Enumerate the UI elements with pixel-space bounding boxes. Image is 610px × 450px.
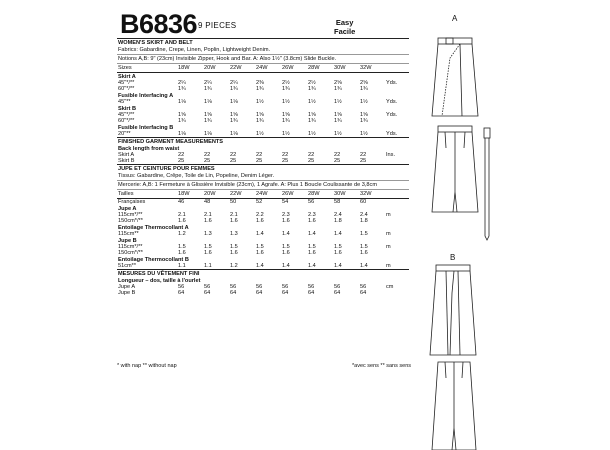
- row-value: 2½: [308, 80, 316, 86]
- row-value: 1.6: [256, 250, 264, 256]
- row-value: 56: [282, 284, 289, 290]
- row-value: 1¾: [282, 118, 290, 124]
- finished-title: [117, 138, 409, 146]
- row-value: 1¾: [256, 86, 264, 92]
- row-value: 1½: [256, 99, 264, 105]
- belt-buckle: [446, 38, 453, 44]
- row-value: 1¾: [360, 86, 368, 92]
- jupe-b-heading-text: Jupe B: [118, 238, 137, 244]
- row-unit: Yds.: [386, 131, 398, 137]
- size-value: 26W: [281, 190, 307, 199]
- jupe-b-heading: [117, 237, 409, 244]
- row-label: Jupe A: [118, 284, 136, 290]
- footnote-french: *avec sens ** sans sens: [352, 363, 412, 369]
- blank: [385, 64, 409, 73]
- size-value: 54: [282, 199, 289, 205]
- row-value: 64: [178, 290, 185, 296]
- row-value: 2.3: [282, 212, 290, 218]
- row-value: 22: [360, 152, 367, 158]
- row-value: 1¾: [334, 86, 342, 92]
- row-value: 2⅝: [360, 80, 368, 86]
- size-value: 28W: [307, 64, 333, 73]
- row-value: 22: [204, 152, 211, 158]
- fusible-b-heading-text: Fusible Interfacing B: [118, 125, 174, 131]
- row-value: 1.3: [230, 231, 238, 237]
- row-value: 64: [334, 290, 341, 296]
- skirt-a-heading: [117, 73, 409, 81]
- row-value: 1¾: [308, 86, 316, 92]
- back-length-heading: [117, 145, 409, 152]
- row-value: 1.6: [178, 218, 186, 224]
- row-value: 2⅝: [334, 80, 342, 86]
- entoilage-a-heading: [117, 224, 409, 231]
- row-label: Skirt B: [118, 158, 135, 164]
- row-value: 1.8: [360, 218, 368, 224]
- row-value: 2.2: [256, 212, 264, 218]
- size-value: 26W: [281, 64, 307, 73]
- longueur-heading: [117, 277, 409, 284]
- row-label: 20"**: [118, 131, 131, 137]
- size-value: 30W: [333, 190, 359, 199]
- row-value: 1⅝: [282, 112, 290, 118]
- row-value: 2⅜: [256, 80, 264, 86]
- row-value: 1½: [334, 99, 342, 105]
- size-value: 18W: [177, 64, 203, 73]
- row-value: 1¾: [282, 86, 290, 92]
- row-value: 1½: [256, 131, 264, 137]
- row-value: 25: [230, 158, 237, 164]
- row-value: 1.4: [282, 263, 290, 269]
- skirt-b-heading: [117, 105, 409, 112]
- row-value: 1.6: [334, 250, 342, 256]
- size-value: 46: [178, 199, 185, 205]
- row-value: 1½: [282, 131, 290, 137]
- row-label: 150cm*/**: [118, 250, 143, 256]
- size-value: 32W: [359, 64, 385, 73]
- row-value: 2.1: [204, 212, 212, 218]
- row-value: 1.6: [308, 250, 316, 256]
- row-value: 56: [230, 284, 237, 290]
- sizes-row: [117, 64, 409, 73]
- row-value: 64: [282, 290, 289, 296]
- row-value: 56: [334, 284, 341, 290]
- row-unit: cm: [386, 284, 394, 290]
- row-unit: Yds.: [386, 99, 398, 105]
- row-value: 1.6: [204, 218, 212, 224]
- size-value: 22W: [229, 190, 255, 199]
- entoilage-a-heading-text: Entoilage Thermocollant A: [118, 225, 189, 231]
- row-value: 25: [308, 158, 315, 164]
- fusible-b-heading: [117, 124, 409, 131]
- pieces-count: 9 PIECES: [198, 21, 237, 30]
- row-unit: Ins.: [386, 152, 396, 158]
- mercerie-row: [117, 181, 409, 190]
- finished-title-text: FINISHED GARMENT MEASUREMENTS: [117, 138, 409, 146]
- row-value: 64: [256, 290, 263, 296]
- french-finished-title: [117, 270, 409, 278]
- mesure-row: [117, 290, 409, 296]
- row-value: 1.5: [334, 244, 342, 250]
- difficulty-en: Easy: [335, 18, 354, 27]
- row-value: 1¾: [360, 118, 368, 124]
- row-value: 1.1: [204, 263, 212, 269]
- fusible-a-heading-text: Fusible Interfacing A: [118, 93, 174, 99]
- row-value: 1⅝: [178, 112, 186, 118]
- row-value: 1½: [282, 99, 290, 105]
- row-value: 1.6: [178, 250, 186, 256]
- row-value: 1¾: [230, 118, 238, 124]
- view-b-label: B: [450, 253, 456, 262]
- longueur-heading-text: Longueur – dos, taille à l'ourlet: [118, 278, 201, 284]
- size-value: 48: [204, 199, 211, 205]
- size-value: 32W: [359, 190, 385, 199]
- french-finished-title-text: MESURES DU VÊTEMENT FINI: [117, 270, 409, 278]
- english-title-text: WOMEN'S SKIRT AND BELT: [117, 39, 409, 47]
- row-value: 1⅛: [230, 99, 238, 105]
- size-value: 24W: [255, 190, 281, 199]
- row-value: 1.4: [256, 231, 264, 237]
- english-title: [117, 39, 409, 47]
- tissus-row: [117, 172, 409, 181]
- row-unit: m: [386, 212, 391, 218]
- row-label: 150cm*/**: [118, 218, 143, 224]
- row-value: 1¾: [308, 118, 316, 124]
- blank: [385, 190, 409, 199]
- difficulty-label: [334, 18, 355, 36]
- row-value: 1½: [308, 99, 316, 105]
- jupe-a-heading: [117, 205, 409, 212]
- notions-row-text: Notions A,B: 9" (23cm) Invisible Zipper, Hook and Bar. A: Also 1½" (3.8cm) Slide Buckle.: [117, 55, 409, 64]
- row-value: 1.5: [308, 244, 316, 250]
- row-value: 25: [256, 158, 263, 164]
- sizes-label: Françaises: [118, 199, 146, 205]
- row-value: 1¾: [256, 118, 264, 124]
- row-value: 1.4: [334, 231, 342, 237]
- row-value: 2.4: [360, 212, 368, 218]
- row-value: 56: [178, 284, 185, 290]
- row-label: 60"*/**: [118, 118, 135, 124]
- fabrics-row: [117, 46, 409, 55]
- row-value: 64: [204, 290, 211, 296]
- row-value: 1⅛: [178, 131, 186, 137]
- row-label: Skirt A: [118, 152, 135, 158]
- row-value: 1.4: [360, 263, 368, 269]
- size-value: 58: [334, 199, 341, 205]
- row-value: 1⅝: [334, 112, 342, 118]
- row-value: 1.4: [334, 263, 342, 269]
- row-value: 56: [308, 284, 315, 290]
- row-value: 1.3: [204, 231, 212, 237]
- back-length-heading-text: Back length from waist: [118, 146, 180, 152]
- row-value: 1.6: [204, 250, 212, 256]
- row-value: 1.5: [256, 244, 264, 250]
- french-title-text: JUPE ET CEINTURE POUR FEMMES: [117, 165, 409, 173]
- row-value: 22: [178, 152, 185, 158]
- row-value: 64: [308, 290, 315, 296]
- skirt-a-front-illustration: [420, 28, 500, 123]
- size-value: 24W: [255, 64, 281, 73]
- row-value: 1.4: [256, 263, 264, 269]
- size-value: 56: [308, 199, 315, 205]
- row-value: 1¾: [334, 118, 342, 124]
- row-value: 56: [256, 284, 263, 290]
- row-value: 1½: [360, 99, 368, 105]
- row-unit: m: [386, 231, 391, 237]
- row-value: 1.6: [256, 218, 264, 224]
- row-value: 1⅝: [308, 112, 316, 118]
- size-value: 20W: [203, 190, 229, 199]
- row-value: 56: [360, 284, 367, 290]
- row-unit: Yds.: [386, 112, 398, 118]
- row-value: 2.4: [334, 212, 342, 218]
- row-value: 1.5: [204, 244, 212, 250]
- size-value: 20W: [203, 64, 229, 73]
- jupe-a-heading-text: Jupe A: [118, 206, 137, 212]
- row-value: 1.4: [308, 231, 316, 237]
- row-value: 1.6: [282, 250, 290, 256]
- sizes-label: Sizes: [117, 64, 177, 73]
- tailles-row: [117, 190, 409, 199]
- row-label: 51cm**: [118, 263, 137, 269]
- belt-buckle-icon: [484, 128, 490, 138]
- row-value: 1⅛: [204, 99, 212, 105]
- row-unit: m: [386, 244, 391, 250]
- row-value: 1¾: [204, 86, 212, 92]
- row-value: 25: [204, 158, 211, 164]
- tissus-row-text: Tissus: Gabardine, Crêpe, Toile de Lin, Popeline, Denim Léger.: [117, 172, 409, 181]
- fabrics-row-text: Fabrics: Gabardine, Crepe, Linen, Poplin, Lightweight Denim.: [117, 46, 409, 55]
- view-a-label: A: [452, 14, 458, 23]
- row-unit: m: [386, 263, 391, 269]
- row-value: 1⅛: [230, 131, 238, 137]
- row-unit: Yds.: [386, 80, 398, 86]
- size-value: 18W: [177, 190, 203, 199]
- fusible-a-heading: [117, 92, 409, 99]
- row-value: 1.6: [360, 250, 368, 256]
- size-value: 22W: [229, 64, 255, 73]
- row-value: 1.6: [282, 218, 290, 224]
- row-value: 1⅝: [204, 112, 212, 118]
- row-value: 1.6: [308, 218, 316, 224]
- row-value: 1.2: [230, 263, 238, 269]
- size-value: 50: [230, 199, 237, 205]
- row-value: 1½: [334, 131, 342, 137]
- entoilage-b-heading: [117, 256, 409, 263]
- row-value: 22: [334, 152, 341, 158]
- footnote-english: * with nap ** without nap: [117, 363, 177, 369]
- mercerie-row-text: Mercerie: A,B: 1 Fermeture à Glissière Invisible (23cm), 1 Agrafe. A: Plus 1 Boucle Coulissante de 3,8cm: [117, 181, 409, 190]
- row-value: 25: [282, 158, 289, 164]
- row-value: 1⅝: [256, 112, 264, 118]
- row-label: 45"*/**: [118, 112, 135, 118]
- row-value: 64: [360, 290, 367, 296]
- row-label: 115cm*/**: [118, 212, 143, 218]
- row-value: 25: [360, 158, 367, 164]
- row-value: 1.8: [334, 218, 342, 224]
- row-value: 22: [256, 152, 263, 158]
- row-value: 1.5: [230, 244, 238, 250]
- waistband: [438, 38, 472, 44]
- row-unit: [385, 290, 409, 296]
- row-value: 1.5: [282, 244, 290, 250]
- size-value: 30W: [333, 64, 359, 73]
- row-value: 1½: [360, 131, 368, 137]
- row-value: 2.1: [230, 212, 238, 218]
- row-value: 1¾: [230, 86, 238, 92]
- row-value: 1⅝: [360, 112, 368, 118]
- row-value: 22: [230, 152, 237, 158]
- row-value: 1.4: [308, 263, 316, 269]
- skirt-a-heading-text: Skirt A: [118, 74, 136, 80]
- row-label: 115cm**: [118, 231, 139, 237]
- row-value: 2.3: [308, 212, 316, 218]
- size-value: 52: [256, 199, 263, 205]
- row-value: 22: [282, 152, 289, 158]
- yardage-chart: [117, 38, 409, 296]
- notions-row: [117, 55, 409, 64]
- skirt-b-front-illustration: [418, 263, 498, 358]
- row-value: 1.2: [178, 231, 186, 237]
- row-value: 1¾: [178, 118, 186, 124]
- row-value: 1⅝: [230, 112, 238, 118]
- size-value: 60: [360, 199, 367, 205]
- skirt-b-back-illustration: [418, 358, 498, 450]
- french-title: [117, 165, 409, 173]
- row-value: 1.6: [230, 250, 238, 256]
- row-value: 1¾: [178, 86, 186, 92]
- row-value: 1.5: [178, 244, 186, 250]
- row-value: 1⅛: [178, 99, 186, 105]
- row-label: 60"*/**: [118, 86, 135, 92]
- entoilage-b-heading-text: Entoilage Thermocollant B: [118, 257, 189, 263]
- row-label: Jupe B: [118, 290, 136, 296]
- row-value: 25: [178, 158, 185, 164]
- size-value: 28W: [307, 190, 333, 199]
- row-value: 2¼: [178, 80, 186, 86]
- difficulty-fr: Facile: [334, 27, 356, 36]
- belt-illustration: [480, 126, 496, 246]
- skirt-b-heading-text: Skirt B: [118, 106, 137, 112]
- sizes-label: Tailles: [117, 190, 177, 199]
- row-label: 45"**: [118, 99, 131, 105]
- row-value: 1.1: [178, 263, 186, 269]
- row-value: 2¼: [230, 80, 238, 86]
- row-value: 22: [308, 152, 315, 158]
- row-value: 2¼: [204, 80, 212, 86]
- row-value: 1.6: [230, 218, 238, 224]
- row-value: 2.1: [178, 212, 186, 218]
- row-value: 1½: [308, 131, 316, 137]
- row-label: 45"*/**: [118, 80, 135, 86]
- row-value: 64: [230, 290, 237, 296]
- row-value: 2½: [282, 80, 290, 86]
- row-value: 56: [204, 284, 211, 290]
- row-value: 1.5: [360, 244, 368, 250]
- pattern-number: B6836: [120, 9, 198, 39]
- row-value: 1.4: [282, 231, 290, 237]
- yardage-table: [117, 38, 409, 296]
- row-label: 115cm*/**: [118, 244, 143, 250]
- row-value: 1.5: [360, 231, 368, 237]
- row-value: 25: [334, 158, 341, 164]
- row-value: 1¾: [204, 118, 212, 124]
- row-value: 1⅛: [204, 131, 212, 137]
